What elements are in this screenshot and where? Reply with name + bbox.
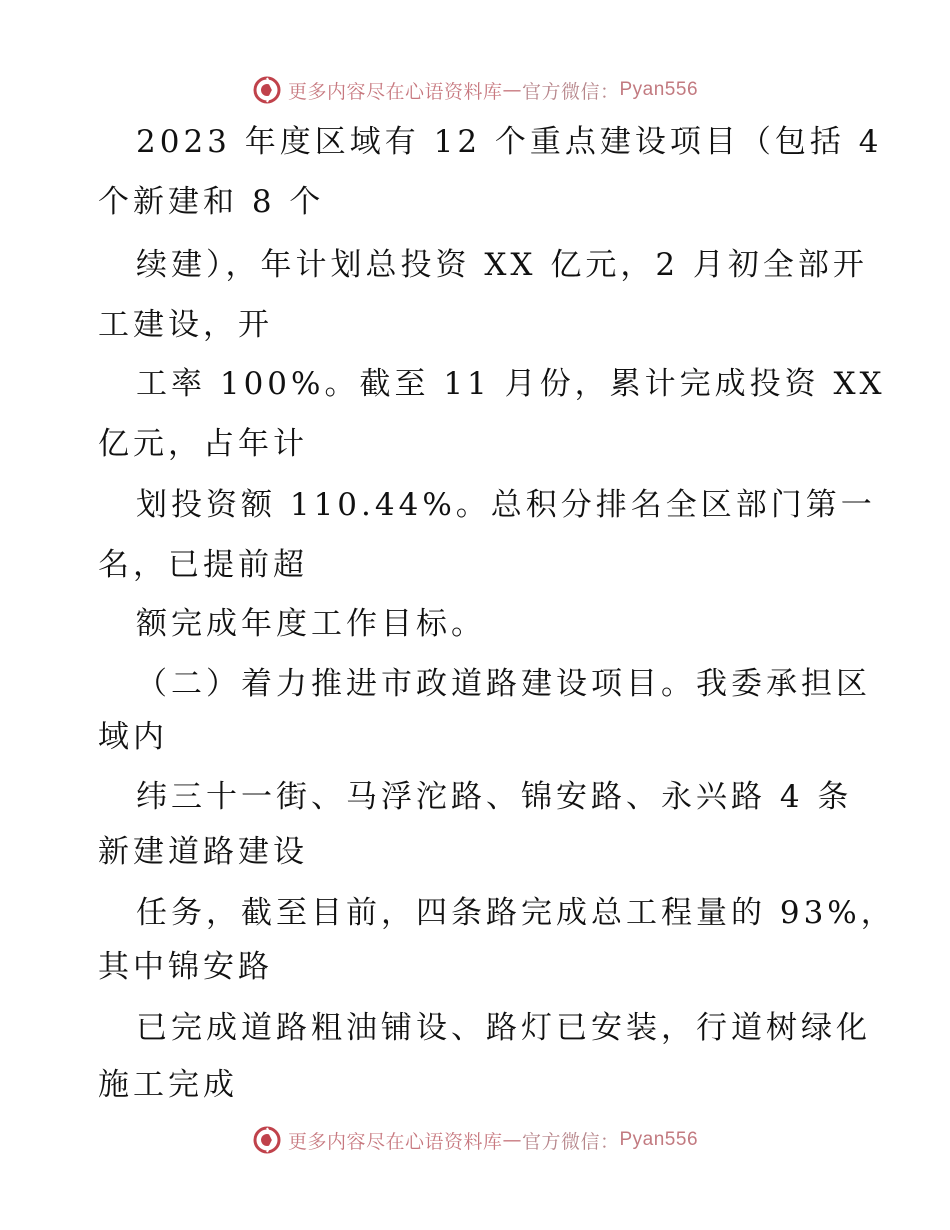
watermark-official-label: 官方微信： (521, 1130, 620, 1153)
watermark-official-label: 官方微信： (521, 80, 620, 103)
text-line: 施工完成 (98, 1067, 238, 1103)
text-line: 域内 (98, 719, 168, 755)
text-line: 其中锦安路 (98, 949, 273, 985)
text-line: （二）着力推进市政道路建设项目。我委承担区 (136, 666, 871, 702)
watermark-main-text: 更多内容尽在心语资料库 (287, 1130, 503, 1153)
watermark-wechat-id: Pyan556 (619, 79, 699, 100)
text-line: 工率 100%。截至 11 月份，累计完成投资 XX (136, 366, 886, 402)
text-line: 亿元，占年计 (98, 426, 308, 462)
watermark-logo-icon (252, 75, 282, 105)
text-line: 名，已提前超 (98, 547, 308, 583)
text-line: 已完成道路粗油铺设、路灯已安装，行道树绿化 (136, 1010, 871, 1046)
text-line: 工建设，开 (98, 307, 273, 343)
text-line: 个新建和 8 个 (98, 184, 325, 220)
text-line: 任务，截至目前，四条路完成总工程量的 93%， (136, 895, 896, 931)
watermark-separator: — (502, 79, 522, 101)
header-watermark (0, 70, 950, 110)
text-line: 新建道路建设 (98, 834, 308, 870)
text-line: 2023 年度区域有 12 个重点建设项目（包括 4 (136, 124, 883, 160)
text-line: 续建），年计划总投资 XX 亿元，2 月初全部开 (136, 247, 868, 283)
watermark-main-text: 更多内容尽在心语资料库 (287, 80, 503, 103)
footer-watermark (0, 1120, 950, 1160)
watermark-separator: — (502, 1129, 522, 1151)
text-line: 纬三十一街、马浮沱路、锦安路、永兴路 4 条 (136, 779, 853, 815)
text-line: 额完成年度工作目标。 (136, 606, 486, 642)
text-line: 划投资额 110.44%。总积分排名全区部门第一 (136, 487, 876, 523)
watermark-wechat-id: Pyan556 (619, 1129, 699, 1150)
watermark-logo-icon (252, 1125, 282, 1155)
